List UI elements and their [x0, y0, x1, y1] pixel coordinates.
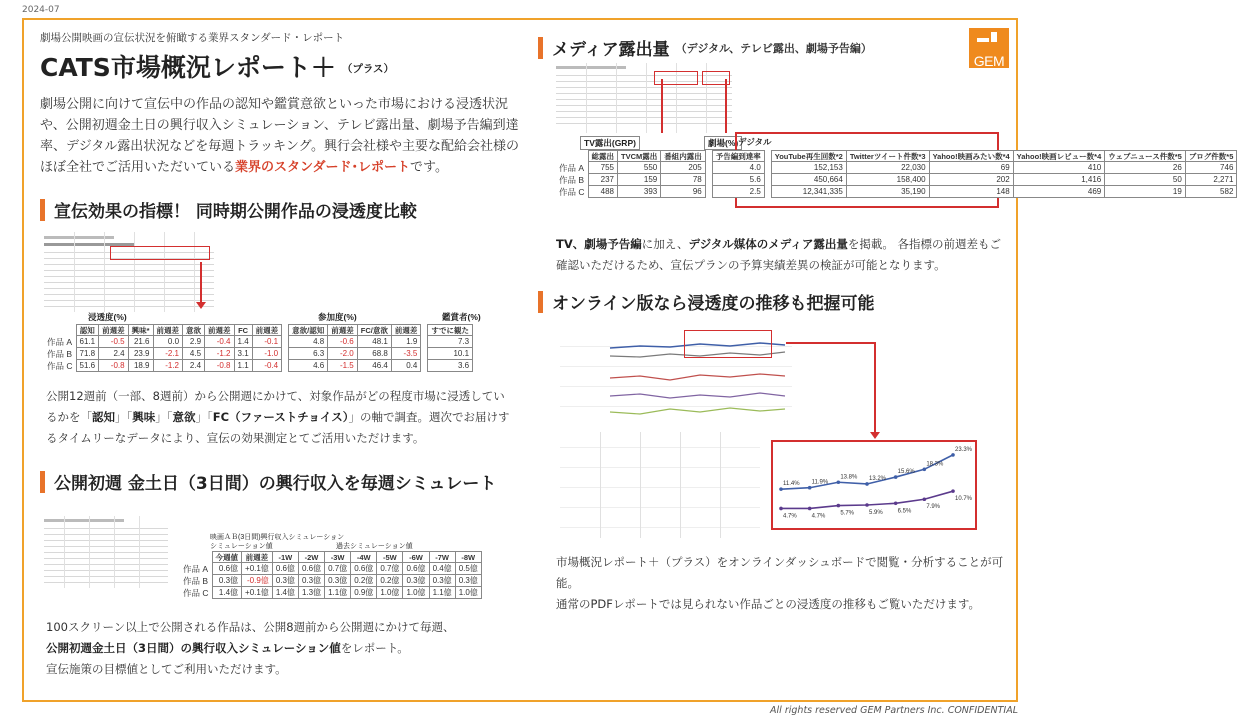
table-row: 作品 A 61.1 -0.5 21.6 0.0 2.9 -0.4 1.4 -0.1 4.8 -0.6 48.1 1.9 7.3: [44, 336, 473, 348]
series-bottom-line-label: 6.5%: [897, 508, 912, 515]
box-office-table-label: 映画ＡＢ(3日間)興行収入シミュレーション: [210, 534, 345, 541]
series-bottom-line-label: 4.7%: [783, 513, 797, 520]
col-header: 前週差: [328, 325, 358, 336]
media-exposure-table: [556, 150, 1237, 198]
series-top-line-label: 15.6%: [897, 469, 915, 476]
section1-heading: [40, 197, 417, 222]
logo-text: GEM: [973, 53, 1005, 69]
series-bottom-line-label: 5.7%: [840, 510, 855, 517]
report-date: 2024-07: [22, 5, 60, 15]
series-top-line-point: [837, 480, 841, 484]
penetration-report-thumbnail: [44, 232, 214, 312]
series-bottom-line-label: 7.9%: [926, 504, 941, 511]
section2-title: 公開初週 金土日（3日間）の興行収入を毎週シミュレート: [54, 474, 497, 494]
page-title: [40, 48, 394, 84]
col-header: 意欲: [183, 325, 205, 336]
series-top-line-point: [808, 486, 812, 490]
series-bottom-line-point: [951, 489, 955, 493]
gem-logo: [969, 28, 1009, 68]
section1-title: 宣伝効果の指標！ 同時期公開作品の浸透度比較: [54, 202, 417, 222]
col-header: 前週差: [99, 325, 129, 336]
series-top-line-point: [923, 467, 927, 471]
table-row: 作品 A 0.6億 +0.1億 0.6億 0.6億 0.7億 0.6億 0.7億 0.6億 0.4億 0.5億: [180, 563, 481, 575]
penetration-table: [44, 324, 473, 372]
group-label-viewers: 鑑賞者(%): [442, 312, 481, 322]
series-top-line-label: 13.8%: [840, 474, 858, 481]
col-header: すでに観た: [428, 325, 473, 336]
table-row: 作品 B 71.8 2.4 23.9 -2.1 4.5 -1.2 3.1 -1.0 6.3 -2.0 68.8 -3.5 10.1: [44, 348, 473, 360]
col-header: 前週差: [252, 325, 282, 336]
series-top-line-point: [894, 475, 898, 479]
series-bottom-line-point: [779, 507, 783, 511]
section2-body: 100スクリーン以上で公開される作品は、公開8週前から公開週にかけて毎週、 公開初週金土日（3日間）の興行収入シミュレーション値をレポート。 宣伝施策の目標値としてご利用いただけます。: [46, 620, 455, 676]
series-bottom-line-point: [894, 501, 898, 505]
box-office-report-thumbnail: [44, 516, 168, 588]
section4-body: 市場概況レポート＋（プラス）をオンラインダッシュボードで閲覧・分析することが可能。 通常のPDFレポートでは見られない作品ごとの浸透度の推移もご覧いただけます。: [556, 555, 1004, 611]
accent-bar: [538, 37, 543, 59]
section4-title: オンライン版なら浸透度の推移も把握可能: [552, 294, 875, 314]
section2-heading: [40, 469, 496, 494]
col-header: FC/意欲: [357, 325, 391, 336]
series-top-line-point: [951, 453, 955, 457]
section3-subtitle: （デジタル、テレビ露出、劇場予告編）: [675, 41, 872, 55]
past-simulation-label: 過去シミュレーション値: [336, 543, 413, 550]
accent-bar: [40, 471, 45, 493]
dashboard-line-chart-thumbnail: [560, 326, 792, 430]
zoomed-trend-chart: [771, 440, 977, 530]
digital-label: デジタル: [738, 137, 772, 147]
media-exposure-thumbnail: [556, 63, 732, 133]
series-top-line-label: 11.4%: [783, 481, 800, 488]
section3-heading: [538, 35, 872, 60]
series-bottom-line-label: 5.9%: [869, 510, 883, 517]
series-bottom-line-label: 10.7%: [955, 496, 973, 503]
table-row: 作品 C 1.4億 +0.1億 1.4億 1.3億 1.1億 0.9億 1.0億 1.0億 1.1億 1.0億: [180, 587, 481, 599]
table-header-row: [44, 325, 473, 336]
section3-title: メディア露出量: [552, 40, 670, 60]
series-bottom-line-label: 4.7%: [811, 513, 826, 520]
series-bottom-line-point: [837, 504, 841, 508]
col-header: 前週差: [153, 325, 183, 336]
page-subtitle: 劇場公開映画の宣伝状況を俯瞰する業界スタンダード・レポート: [40, 32, 345, 44]
simulation-value-label: シミュレーション値: [210, 543, 273, 550]
col-header: 前週差: [205, 325, 235, 336]
series-top-line-point: [779, 487, 783, 491]
intro-highlight: 業界のスタンダード･レポート: [235, 160, 410, 175]
tv-exposure-label: TV露出(GRP): [580, 136, 640, 150]
series-top-line-label: 23.3%: [955, 446, 973, 453]
col-header: 興味*: [128, 325, 153, 336]
table-header-row: 総露出 TVCM露出 番組内露出 予告編到達率 YouTube再生回数*2 Twitterツイート件数*3 Yahoo!映画みたい数*4 Yahoo!映画レビュー数*4 ウェブニュース件数*5 ブログ件数*5: [556, 151, 1237, 162]
group-label-participation: 参加度(%): [318, 312, 357, 322]
section1-body: 公開12週前（一部、8週前）から公開週にかけて、対象作品がどの程度市場に浸透しているかを「認知」「興味」「意欲」「FC（ファーストチョイス）」の軸で調査。週次でお届けするタイムリーなデータにより、宣伝の効果測定とてご活用いただけます。: [46, 389, 510, 445]
col-header: 意欲/認知: [289, 325, 328, 336]
trend-svg: [773, 442, 975, 528]
series-bottom-line-point: [808, 507, 812, 511]
table-header-row: 今週値 前週差 -1W -2W -3W -4W -5W -6W -7W -8W: [180, 552, 481, 563]
accent-bar: [538, 291, 543, 313]
table-row: 作品 C 488 393 96 2.5 12,341,335 35,190 148 469 19 582: [556, 186, 1237, 198]
title-suffix: （プラス）: [341, 63, 395, 75]
section4-heading: [538, 289, 875, 314]
series-top-line-point: [865, 482, 869, 486]
col-header: 認知: [76, 325, 99, 336]
intro-paragraph: [40, 94, 522, 178]
col-header: 前週差: [391, 325, 421, 336]
series-top-line-label: 11.9%: [811, 479, 829, 486]
series-top-line-label: 13.2%: [869, 475, 887, 482]
group-label-penetration: 浸透度(%): [88, 312, 127, 322]
accent-bar: [40, 199, 45, 221]
box-office-table: [180, 551, 482, 599]
table-row: 作品 B 237 159 78 5.6 450,664 158,400 202 1,416 50 2,271: [556, 174, 1237, 186]
table-row: 作品 C 51.6 -0.8 18.9 -1.2 2.4 -0.8 1.1 -0.4 4.6 -1.5 46.4 0.4 3.6: [44, 360, 473, 372]
copyright-footer: All rights reserved GEM Partners Inc. CONFIDENTIAL: [770, 705, 1018, 716]
theater-label: 劇場(%): [704, 136, 742, 150]
intro-text: 劇場公開に向けて宣伝中の作品の認知や鑑賞意欲といった市場における浸透状況や、公開初週金土日の興行収入シミュレーション、テレビ露出量、劇場予告編到達率、デジタル露出状況などを毎週トラッキング。興行会社様や主要な配給会社様のほぼ全社でご活用いただいている: [40, 97, 520, 175]
series-bottom-line-point: [865, 503, 869, 507]
dashboard-bar-chart-thumbnail: [560, 432, 760, 538]
series-bottom-line-point: [923, 497, 927, 501]
table-row: 作品 A 755 550 205 4.0 152,153 22,030 69 410 26 746: [556, 162, 1237, 174]
table-row: 作品 B 0.3億 -0.9億 0.3億 0.3億 0.3億 0.2億 0.2億 0.3億 0.3億 0.3億: [180, 575, 481, 587]
intro-end: です。: [410, 160, 448, 175]
title-text: CATS市場概況レポート＋: [40, 53, 336, 82]
series-top-line-label: 18.3%: [926, 461, 944, 468]
col-header: FC: [234, 325, 252, 336]
section3-body: TV、劇場予告編に加え、デジタル媒体のメディア露出量を掲載。 各指標の前週差もご確認いただけるため、宣伝プランの予算実績差異の検証が可能となります。: [556, 237, 1001, 272]
